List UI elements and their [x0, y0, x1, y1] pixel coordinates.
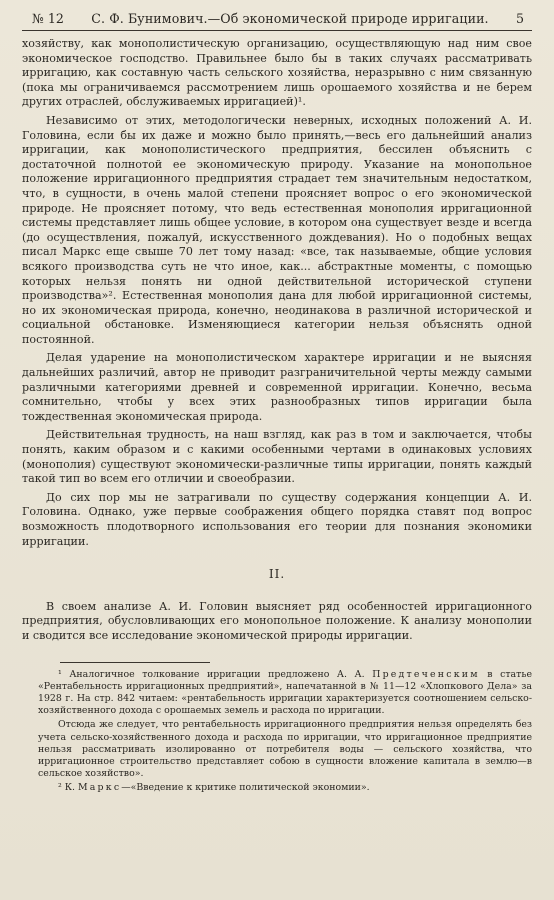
footnotes [22, 669, 532, 795]
paragraph: Независимо от этих, методологически неверных, исходных положений А. И. Головина, если бы их даже и можно было принять,—весь его дальнейший анализ ирригации, как монополистического предприятия, бессилен объяснить с достаточной полнотой ее экономическую природу. Указание на монопольное положение ирригационного предприятия страдает тем значительным недостатком, что, в сущности, в очень малой степени проясняет вопрос о его экономической природе. Не проясняет потому, что ведь естественная монополия ирригационной системы представляет лишь общее условие, в котором она существует везде и всегда (до осуществления, пожалуй, искусственного дождевания). Но о подобных вещах писал Маркс еще свыше 70 лет тому назад: «все, так называемые, общие условия всякого производства суть не что иное, как... абстрактные моменты, с помощью которых нельзя понять ни одной действительной исторической ступени производства»². Естественная монополия дана для любой ирригационной системы, но их экономическая природа, конечно, неодинакова в различной исторической и социальной обстановке. Изменяющиеся категории нельзя объяснять одной постоянной. [22, 113, 532, 346]
footnote-2 [38, 782, 532, 794]
paragraph: В своем анализе А. И. Головин выясняет ряд особенностей ирригационного предприятия, обусловливающих его монопольное положение. К анализу монополии и сводится все исследование экономической природы ирригации. [22, 599, 532, 642]
paragraph: Действительная трудность, на наш взгляд, как раз в том и заключается, чтобы понять, каким образом и с какими особенными чертами в одинаковых условиях (монополия) существуют экономически-различные типы ирригации, понять каждый такой тип во всем его отличии и своеобразии. [22, 428, 532, 486]
page-number: 5 [515, 11, 524, 26]
paragraph-continuation: хозяйству, как монополистическую организацию, осуществляющую над ним свое экономическое господство. Правильнее было бы в таких случаях рассматривать ирригацию, как составную часть сельского хозяйства, неразрывно с ним связанную (пока мы ограничиваемся рассмотрением лишь орошаемого хозяйства и не берем других отраслей, обслуживаемых ирригацией)¹. [22, 37, 532, 109]
header-rule [22, 30, 532, 31]
footnote-rule [60, 662, 210, 663]
issue-number: № 12 [32, 11, 64, 26]
footnote-1-continuation: Отсюда же следует, что рентабельность ирригационного предприятия нельзя определять без учета сельско-хозяйственного дохода и расхода по ирригации, что ирригационное предприятие нельзя рассматривать изолированно от потребителя воды — сельского хозяйства, что ирригационное строительство представляет собою в сущности вложение капитала в землю—в сельское хозяйство». [38, 719, 532, 780]
article-body [22, 37, 532, 644]
footnote-2-lead: ² К. [58, 782, 78, 794]
footnote-1-text: в статье «Рентабельность ирригационных предприятий», напечатанной в № 11—12 «Хлопкового Дела» за 1928 г. На стр. 842 читаем: «рентабельность ирригации характеризуется соотношением сельско-хозяйственного дохода с орошаемых земель и расхода по ирригации. [38, 668, 532, 717]
section-heading: II. [268, 567, 286, 582]
footnote-1-author: Предтеченским [372, 668, 480, 680]
footnote-1 [38, 669, 532, 718]
paragraph: Делая ударение на монополистическом характере ирригации и не выясняя дальнейших различий, автор не приводит разграничительной черты между самыми различными категориями древней и современной ирригации. Конечно, весьма сомнительно, чтобы у всех этих разнообразных типов ирригации была тождественная экономическая природа. [22, 351, 532, 423]
footnote-1-lead: ¹ Аналогичное толкование ирригации предложено А. А. [58, 668, 373, 680]
footnote-2-text: —«Введение к критике политической экономии». [121, 782, 370, 794]
paragraph: До сих пор мы не затрагивали по существу содержания концепции А. И. Головина. Однако, уже первые соображения общего порядка ставят под вопрос возможность плодотворного использования его теории для познания экономики ирригации. [22, 490, 532, 548]
footnote-2-author: Маркс [77, 782, 122, 794]
running-head [22, 10, 532, 28]
running-title: С. Ф. Бунимович.—Об экономической природе ирригации. [91, 11, 489, 26]
